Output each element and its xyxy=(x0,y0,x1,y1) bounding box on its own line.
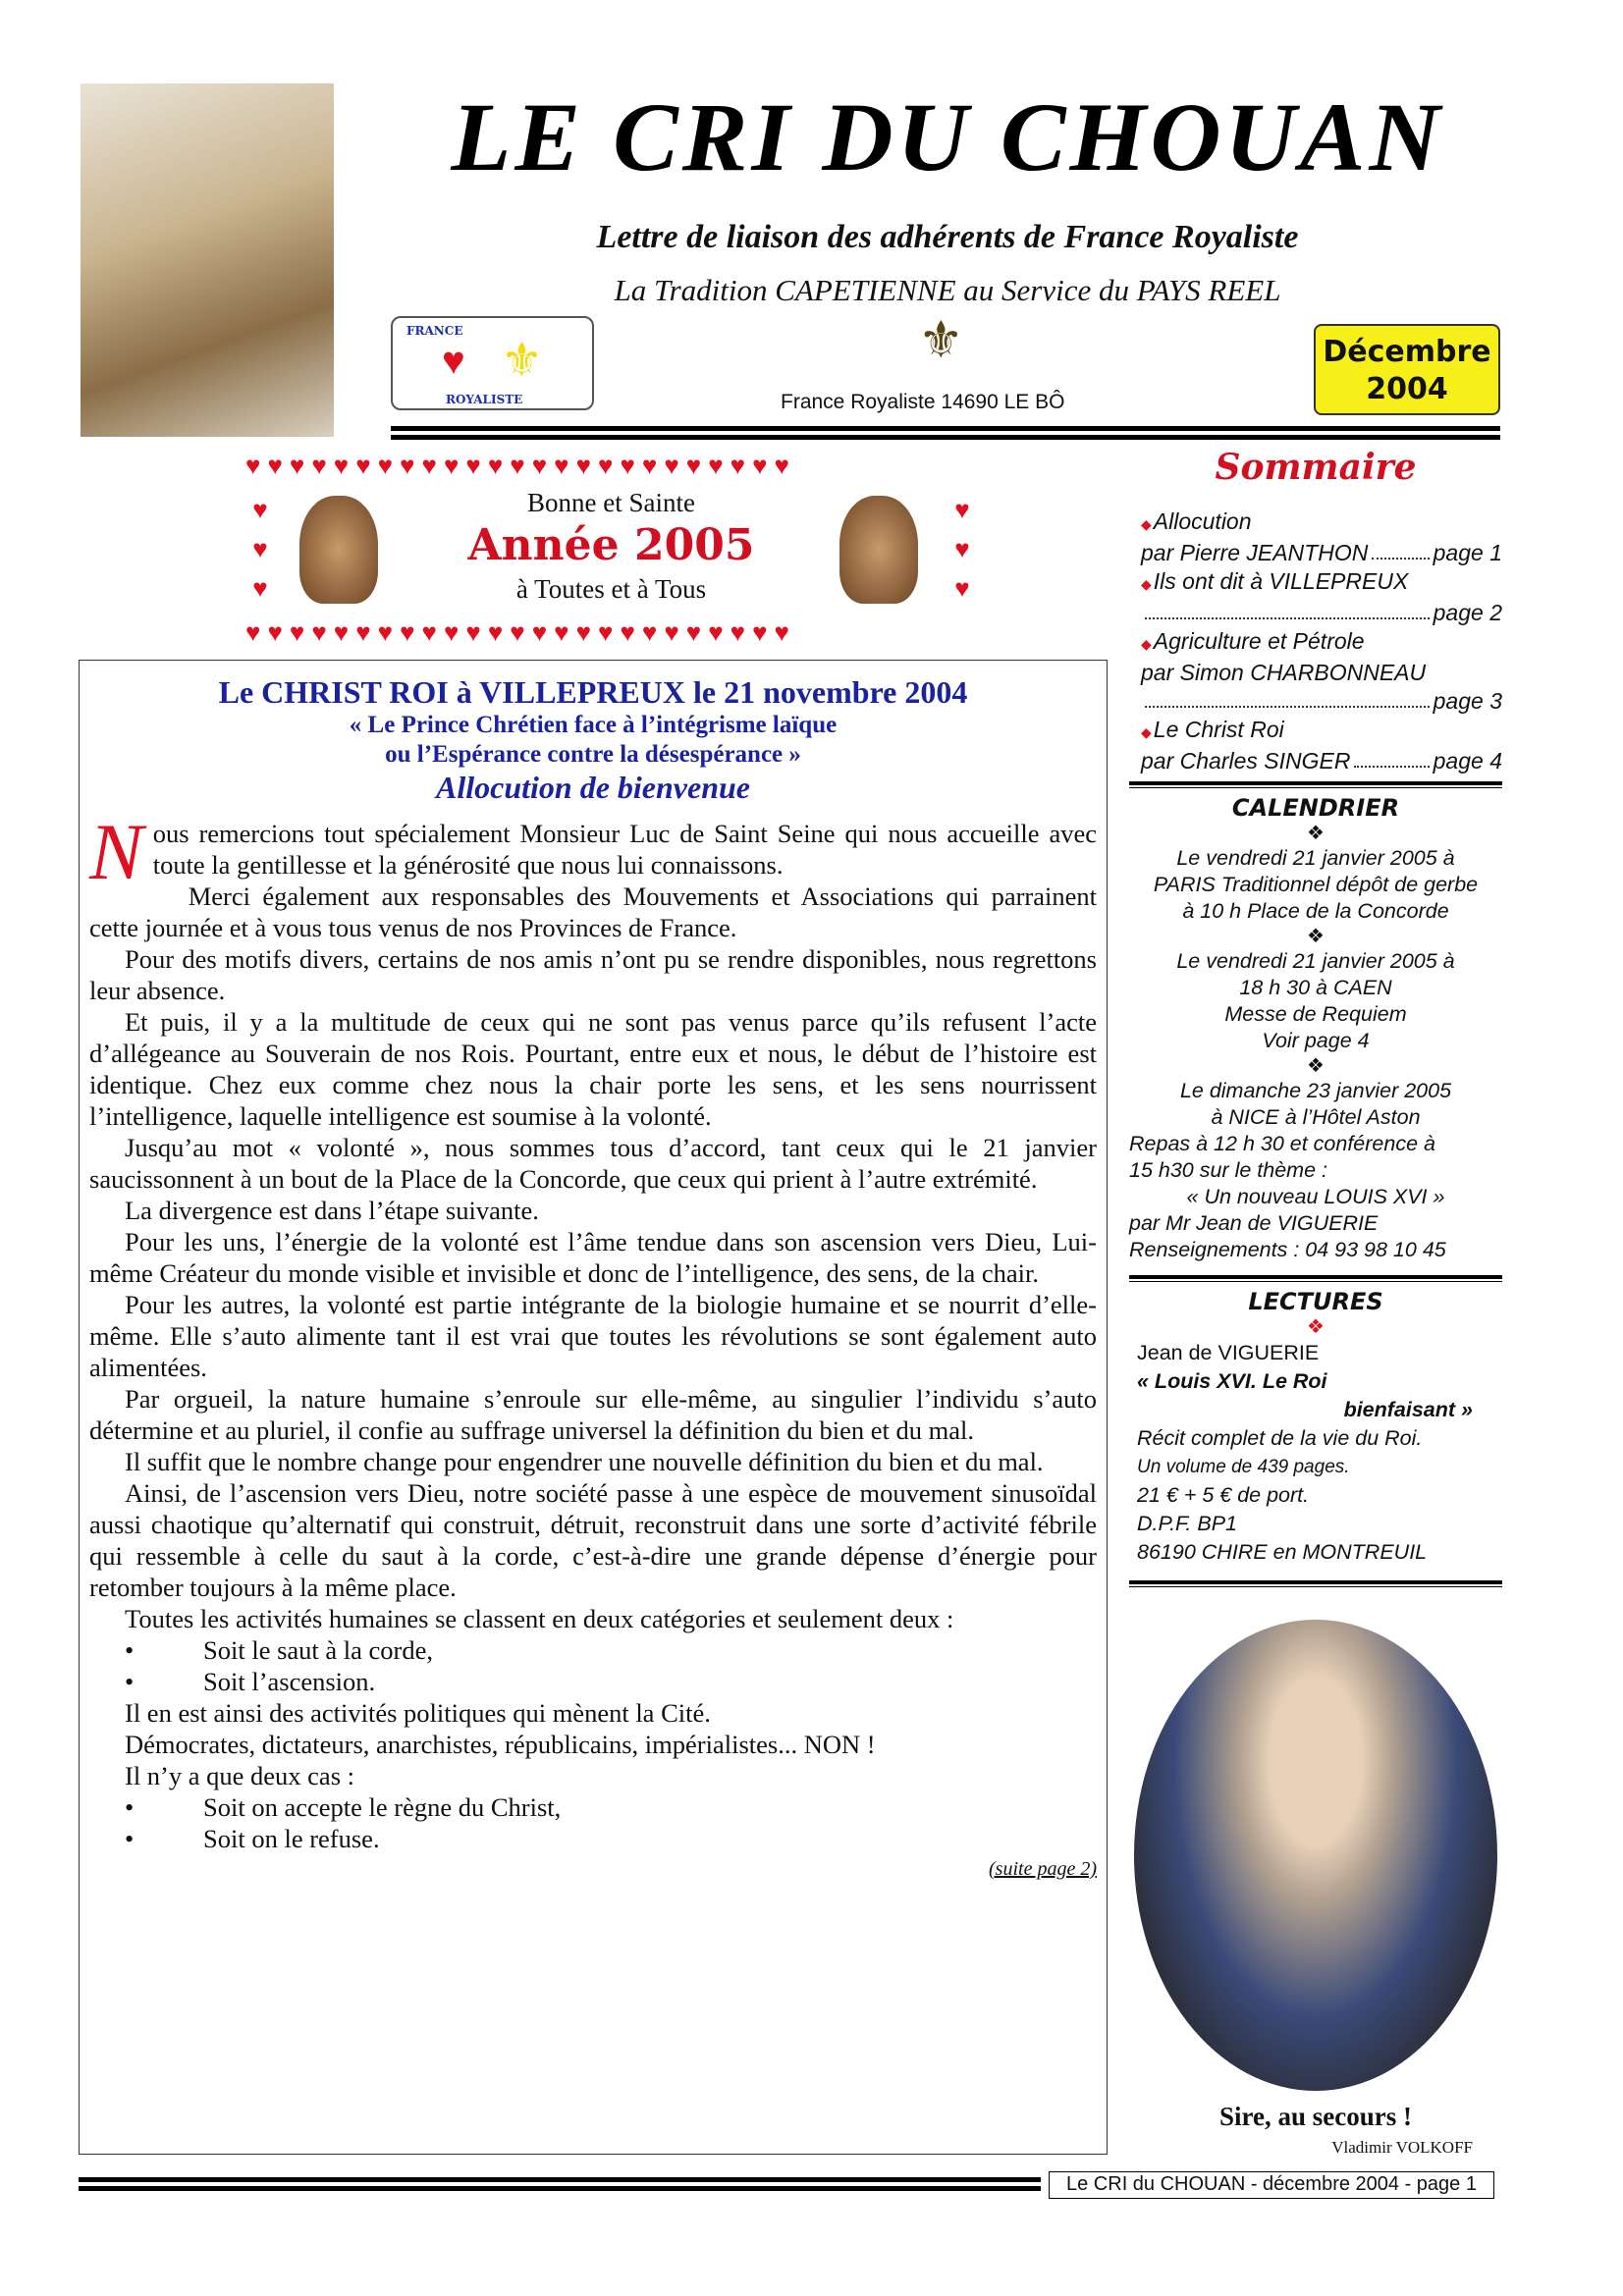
book-detail: Récit complet de la vie du Roi. xyxy=(1137,1426,1423,1450)
book-author: Jean de VIGUERIE xyxy=(1137,1341,1320,1364)
owl-illustration xyxy=(839,496,918,604)
book-detail: Un volume de 439 pages. xyxy=(1137,1457,1350,1477)
logo-text-bottom: ROYALISTE xyxy=(446,393,523,406)
bullet-list xyxy=(89,1791,1097,1854)
event-line: à NICE à l’Hôtel Aston xyxy=(1211,1105,1421,1129)
issue-date xyxy=(1314,324,1500,415)
book-title: « Louis XVI. Le Roi xyxy=(1137,1369,1327,1393)
calendar-event xyxy=(1129,948,1502,1054)
event-line: 18 h 30 à CAEN xyxy=(1239,976,1392,999)
louis-xvi-portrait xyxy=(1134,1620,1497,2091)
item-author: par Simon CHARBONNEAU xyxy=(1141,660,1427,685)
paragraph: Et puis, il y a la multitude de ceux qui ne sont pas venus parce qu’ils refusent l’acte d’allégeance au Souverain de nos Rois. Pourtant, entre eux et nous, le début de l’histoire est identique. Chez eux comme chez nous la chair porte les sens, et les sens nourrissent l’intelligence, laquelle intelligence est soumise à la volonté. xyxy=(89,1007,1097,1131)
sacred-heart-icon: ♥ xyxy=(442,339,465,383)
portrait-credit: Vladimir VOLKOFF xyxy=(1331,2138,1473,2157)
paragraph: La divergence est dans l’étape suivante. xyxy=(125,1196,539,1225)
paragraph: Toutes les activités humaines se classent en deux catégories et seulement deux : xyxy=(125,1604,954,1633)
newsletter-subtitle: Lettre de liaison des adhérents de France Royaliste xyxy=(596,219,1299,255)
header-divider xyxy=(391,426,1500,440)
bullet-item: • Soit l’ascension. xyxy=(89,1666,1097,1697)
ornament-icon: ❖ xyxy=(1307,1316,1325,1338)
paragraph: Pour les autres, la volonté est partie intégrante de la biologie humaine et se nourrit d’elle-même. Elle s’auto alimente tant il est vrai que toutes les révolutions se sont également auto alimentées. xyxy=(89,1290,1097,1382)
article-heading: Allocution de bienvenue xyxy=(436,770,750,805)
ornament-icon: ❖ xyxy=(1307,926,1325,947)
continued-link[interactable]: (suite page 2) xyxy=(989,1858,1097,1880)
issue-year: 2004 xyxy=(1366,372,1448,406)
page-footer: Le CRI du CHOUAN - décembre 2004 - page 1 xyxy=(1049,2171,1494,2199)
paragraph-text: ous remercions tout spécialement Monsieur Luc de Saint Seine qui nous accueille avec toute la gentillesse et la générosité que nous lui connaissons. xyxy=(152,819,1097,880)
fleur-de-lis-icon: ⚜ xyxy=(501,335,544,387)
paragraph: Pour des motifs divers, certains de nos amis n’ont pu se rendre disponibles, nous regrettons leur absence. xyxy=(89,944,1097,1005)
diamond-bullet-icon: ◆ xyxy=(1141,576,1152,592)
owl-illustration xyxy=(299,496,378,604)
item-page: page 4 xyxy=(1433,748,1502,774)
event-line: « Un nouveau LOUIS XVI » xyxy=(1186,1185,1445,1208)
fleur-de-lis-icon: ⚜ xyxy=(918,313,964,369)
sommaire-title: Sommaire xyxy=(1215,447,1417,488)
item-title: Le Christ Roi xyxy=(1153,717,1284,742)
article-body xyxy=(89,807,1097,1882)
book-address: 86190 CHIRE en MONTREUIL xyxy=(1137,1540,1428,1564)
bullet-item: • Soit on accepte le règne du Christ, xyxy=(89,1791,1097,1823)
greeting-line: à Toutes et à Tous xyxy=(515,574,707,604)
paragraph: Il en est ainsi des activités politiques qui mènent la Cité. xyxy=(125,1698,711,1728)
sommaire-item[interactable] xyxy=(1129,716,1502,775)
article-title: Le CHRIST ROI à VILLEPREUX le 21 novembre 2004 xyxy=(218,674,968,710)
divider xyxy=(1129,1275,1502,1282)
chouan-soldier-illustration xyxy=(81,83,334,437)
portrait-caption: Sire, au secours ! xyxy=(1219,2102,1412,2131)
hearts-border-left: ♥ ♥ ♥ xyxy=(252,496,268,603)
footer-divider xyxy=(79,2177,1041,2191)
address: France Royaliste 14690 LE BÔ xyxy=(781,391,1065,413)
sommaire-item[interactable] xyxy=(1129,627,1502,716)
book-address: D.P.F. BP1 xyxy=(1137,1512,1237,1535)
drop-cap: N xyxy=(89,807,143,896)
bullet-list xyxy=(89,1634,1097,1697)
hearts-border-right: ♥ ♥ ♥ xyxy=(954,496,970,603)
greeting-box xyxy=(245,452,977,653)
logo-text-top: FRANCE xyxy=(406,324,463,338)
event-line: Le vendredi 21 janvier 2005 à xyxy=(1176,846,1455,870)
continued-note xyxy=(89,1856,1097,1882)
calendrier-title: CALENDRIER xyxy=(1231,794,1400,822)
event-line: Le vendredi 21 janvier 2005 à xyxy=(1176,949,1455,973)
event-line: Voir page 4 xyxy=(1262,1029,1370,1052)
sommaire-item[interactable] xyxy=(1129,567,1502,627)
sidebar xyxy=(1129,447,1502,1593)
ornament-icon: ❖ xyxy=(1307,823,1325,844)
article-subtitle: ou l’Espérance contre la désespérance » xyxy=(385,741,801,768)
paragraph xyxy=(89,807,1097,896)
diamond-bullet-icon: ◆ xyxy=(1141,516,1152,532)
item-page: page 3 xyxy=(1433,688,1502,714)
calendar-event xyxy=(1129,845,1502,925)
event-line: à 10 h Place de la Concorde xyxy=(1182,899,1449,923)
event-line: Renseignements : 04 93 98 10 45 xyxy=(1129,1238,1446,1261)
divider xyxy=(1129,781,1502,788)
diamond-bullet-icon: ◆ xyxy=(1141,636,1152,652)
ornament-icon: ❖ xyxy=(1307,1055,1325,1077)
greeting-year: Année 2005 xyxy=(467,520,755,570)
paragraph: Il n’y a que deux cas : xyxy=(125,1761,354,1790)
item-author: par Pierre JEANTHON xyxy=(1141,540,1369,565)
divider xyxy=(1129,1580,1502,1587)
book-title: bienfaisant » xyxy=(1343,1398,1473,1421)
item-page: page 1 xyxy=(1433,540,1502,565)
event-line: Le dimanche 23 janvier 2005 xyxy=(1179,1079,1452,1102)
france-royaliste-logo xyxy=(391,316,594,410)
item-author: par Charles SINGER xyxy=(1141,748,1351,774)
item-title: Ils ont dit à VILLEPREUX xyxy=(1153,568,1409,594)
event-line: PARIS Traditionnel dépôt de gerbe xyxy=(1153,873,1479,896)
bullet-item: • Soit on le refuse. xyxy=(89,1823,1097,1854)
newsletter-tagline: La Tradition CAPETIENNE au Service du PAYS REEL xyxy=(614,273,1281,307)
paragraph: Par orgueil, la nature humaine s’enroule sur elle-même, au singulier l’individu s’auto détermine et au pluriel, il confie au suffrage universel la définition du bien et du mal. xyxy=(89,1384,1097,1445)
hearts-border-top: ♥♥♥♥♥♥♥♥♥♥♥♥♥♥♥♥♥♥♥♥♥♥♥♥♥ xyxy=(245,452,796,480)
paragraph: Ainsi, de l’ascension vers Dieu, notre société passe à une espèce de mouvement sinusoïdal aussi chaotique qu’alternatif qui construit, détruit, reconstruit dans une sorte d’activité fébrile qui ressemble à celle du saut à la corde, c’est-à-dire une grande dépense d’énergie pour retomber toujours à la même place. xyxy=(89,1478,1097,1602)
bullet-item: • Soit le saut à la corde, xyxy=(89,1634,1097,1666)
lectures-title: LECTURES xyxy=(1248,1288,1383,1315)
sommaire-item[interactable] xyxy=(1129,507,1502,567)
paragraph: Il suffit que le nombre change pour engendrer une nouvelle définition du bien et du mal. xyxy=(125,1447,1044,1476)
event-line: par Mr Jean de VIGUERIE xyxy=(1129,1211,1379,1235)
item-title: Allocution xyxy=(1153,508,1252,534)
main-article xyxy=(79,660,1108,2155)
paragraph: Merci également aux responsables des Mouvements et Associations qui parrainent cette journée et à vous tous venus de nos Provinces de France. xyxy=(89,881,1097,942)
event-line: Repas à 12 h 30 et conférence à xyxy=(1129,1132,1435,1155)
greeting-line: Bonne et Sainte xyxy=(527,488,695,517)
calendar-event xyxy=(1129,1078,1502,1263)
article-subtitle: « Le Prince Chrétien face à l’intégrisme laïque xyxy=(349,712,838,738)
paragraph: Jusqu’au mot « volonté », nous sommes tous d’accord, tant ceux qui le 21 janvier saucissonnent à un bout de la Place de la Concorde, que ceux qui prient à l’autre extrémité. xyxy=(89,1133,1097,1194)
event-line: Messe de Requiem xyxy=(1224,1002,1407,1026)
diamond-bullet-icon: ◆ xyxy=(1141,724,1152,740)
hearts-border-bottom: ♥♥♥♥♥♥♥♥♥♥♥♥♥♥♥♥♥♥♥♥♥♥♥♥♥ xyxy=(245,618,796,647)
event-line: 15 h30 sur le thème : xyxy=(1129,1158,1327,1182)
item-title: Agriculture et Pétrole xyxy=(1153,628,1365,654)
book-price: 21 € + 5 € de port. xyxy=(1137,1483,1310,1507)
paragraph: Démocrates, dictateurs, anarchistes, républicains, impérialistes... NON ! xyxy=(125,1730,876,1759)
paragraph: Pour les uns, l’énergie de la volonté est l’âme tendue dans son ascension vers Dieu, Lui-même Créateur du monde visible et invisible et donc de l’intelligence, des sens, de la chair. xyxy=(89,1227,1097,1288)
newsletter-title: LE CRI DU CHOUAN xyxy=(451,82,1444,191)
issue-month: Décembre xyxy=(1323,335,1491,369)
item-page: page 2 xyxy=(1433,600,1502,625)
